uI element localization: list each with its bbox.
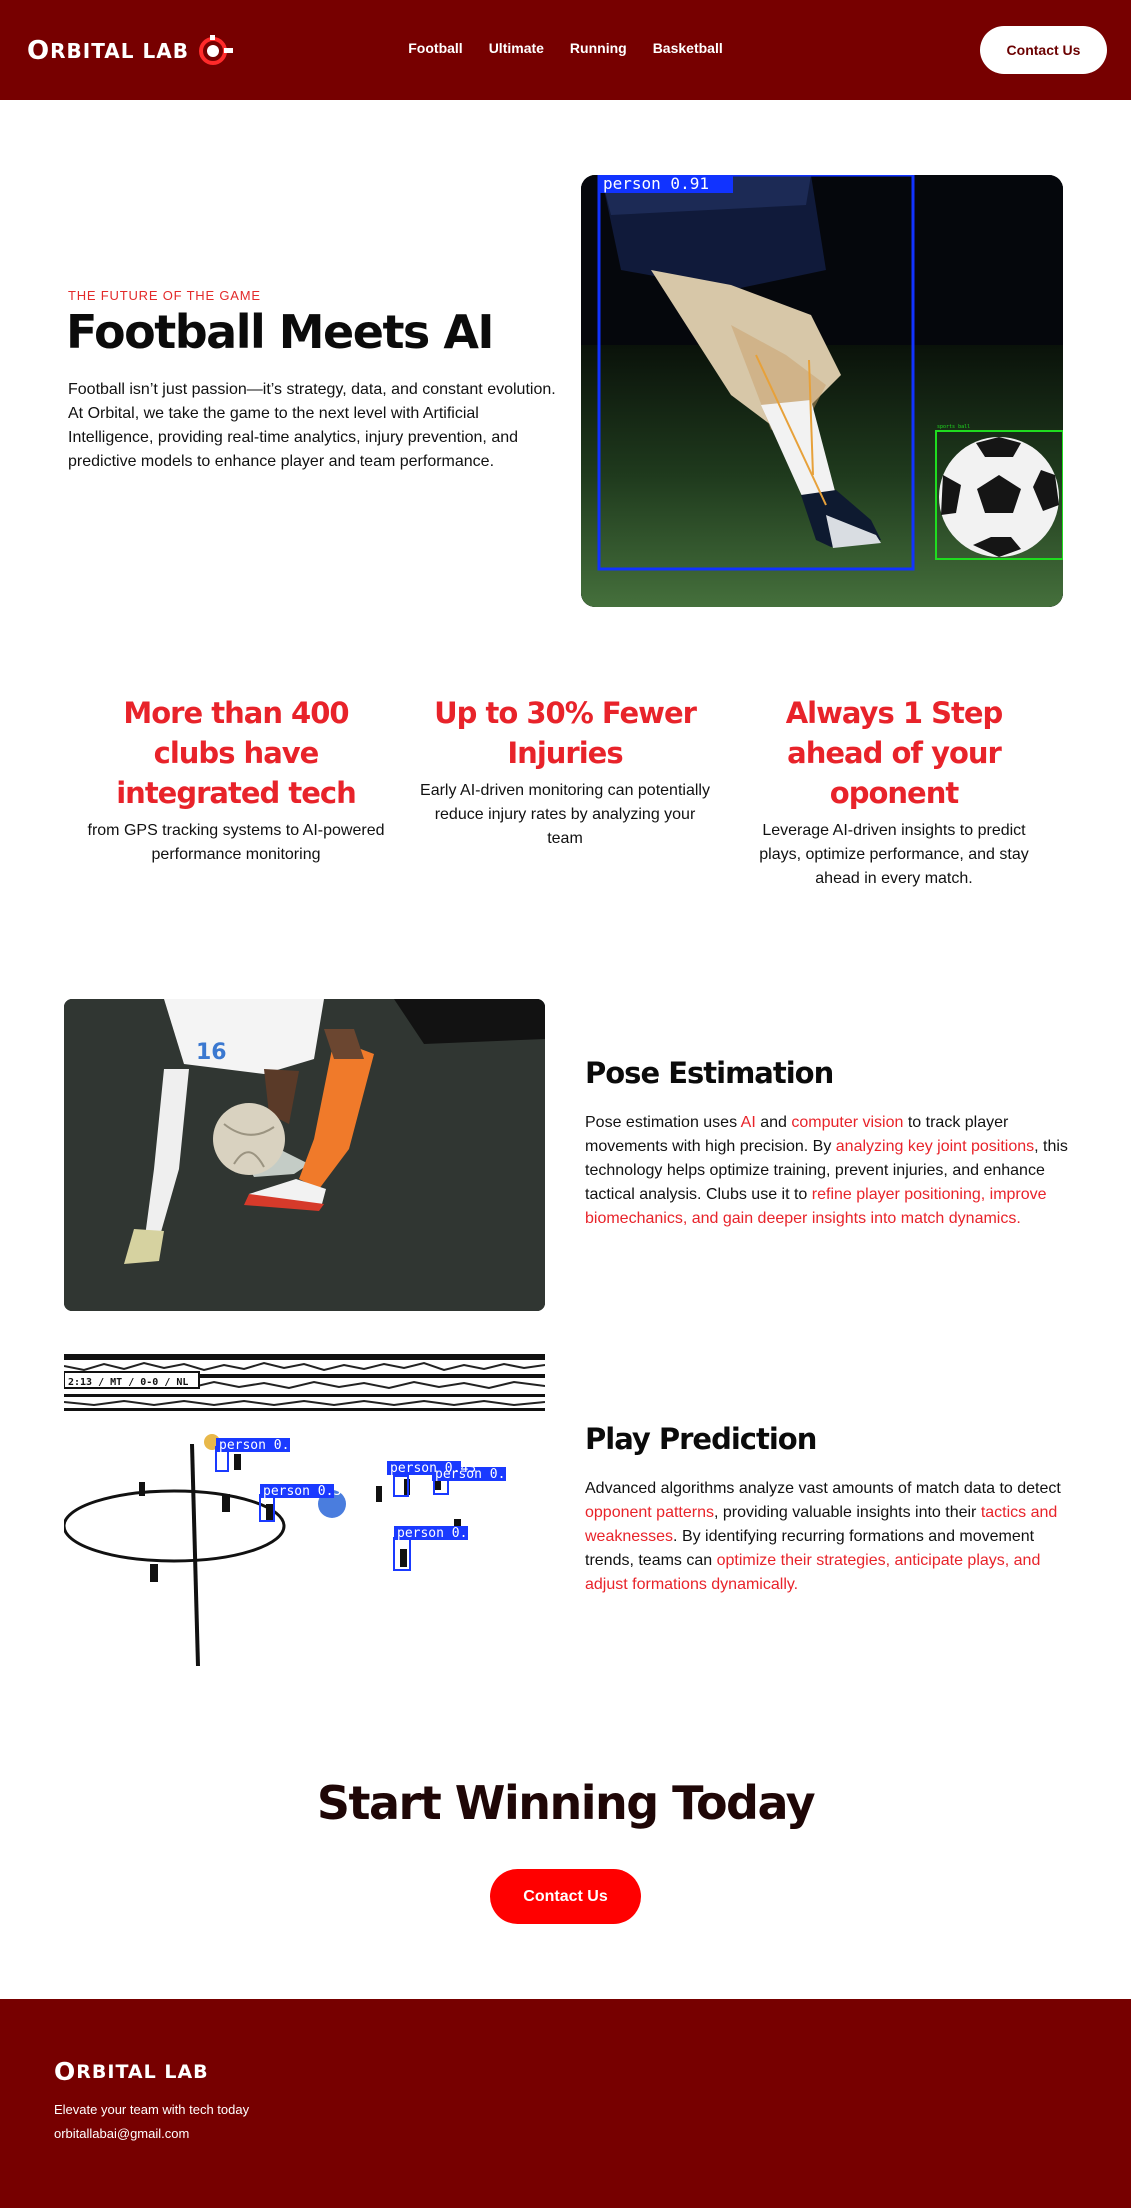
pose-description: Pose estimation uses AI and computer vision to track player movements with high precision. By analyzing key joint positions, this technology helps optimize training, prevent injuries, and enhance tactical analysis. Clubs use it to refine player positioning, improve biomechanics, and gain deeper insights into match dynamics. (585, 1114, 1068, 1227)
logo-initial: O (27, 36, 51, 66)
stat-title: Always 1 Step ahead of your oponent (785, 696, 1003, 810)
site-header (0, 0, 1131, 100)
detection-label: person 0.36 (263, 1484, 350, 1499)
nav-ultimate[interactable]: Ultimate (488, 40, 544, 56)
cta-title: Start Winning Today (316, 1776, 815, 1830)
stat-text: Leverage AI-driven insights to predict plays, optimize performance, and stay ahead in every match. (759, 822, 1029, 887)
hero-eyebrow: THE FUTURE OF THE GAME (68, 288, 261, 303)
footer-email[interactable]: orbitallabai@gmail.com (54, 2126, 190, 2141)
footer-logo[interactable] (54, 2057, 209, 2086)
cta-contact-button[interactable]: Contact Us (490, 1869, 641, 1924)
stat-ahead (744, 693, 1044, 891)
hero-detection-label: person 0.91 (603, 175, 709, 193)
detection-label: person 0.47 (435, 1467, 522, 1482)
hero-ball-label: sports ball (937, 424, 971, 430)
nav-football[interactable]: Football (408, 40, 463, 56)
pose-title: Pose Estimation (585, 1056, 834, 1090)
footer-tagline: Elevate your team with tech today (54, 2102, 250, 2117)
detection-label: person 0.21 (219, 1438, 306, 1453)
hero-title: Football Meets AI (66, 305, 494, 359)
nav-running[interactable]: Running (569, 40, 627, 56)
footer-logo-text: RBITAL LAB (76, 2060, 209, 2083)
footer-logo-initial: O (54, 2057, 77, 2086)
play-prediction-image (64, 1354, 545, 1666)
scoreboard: 2:13 / MT / 0-0 / NL (68, 1377, 189, 1388)
jersey-number: 16 (196, 1040, 227, 1065)
pose-estimation-image (64, 999, 545, 1311)
stat-clubs (86, 693, 386, 867)
main-nav (0, 40, 1131, 56)
logo-text: RBITAL LAB (50, 39, 189, 63)
stat-title: Up to 30% Fewer Injuries (434, 696, 696, 770)
hero-image (581, 175, 1063, 607)
stat-text: from GPS tracking systems to AI-powered performance monitoring (87, 822, 385, 863)
detection-label: person 0.43 (390, 1461, 477, 1476)
contact-us-button[interactable]: Contact Us (980, 26, 1107, 74)
detection-label: person 0.41 (397, 1526, 484, 1541)
nav-basketball[interactable]: Basketball (652, 40, 723, 56)
stat-text: Early AI-driven monitoring can potentially reduce injury rates by analyzing your team (420, 782, 710, 847)
play-title: Play Prediction (585, 1422, 817, 1456)
hero-description: Football isn’t just passion—it’s strategy, data, and constant evolution. At Orbital, we take the game to the next level with Artificial Intelligence, providing real-time analytics, injury prevention, and predictive models to enhance player and team performance. (68, 381, 556, 470)
stat-title: More than 400 clubs have integrated tech (116, 696, 356, 810)
play-description: Advanced algorithms analyze vast amounts of match data to detect opponent patterns, providing valuable insights into their tactics and weaknesses. By identifying recurring formations and movement trends, teams can optimize their strategies, anticipate plays, and adjust formations dynamically. (585, 1480, 1061, 1593)
stat-injuries (415, 693, 715, 851)
site-footer (0, 1999, 1131, 2208)
